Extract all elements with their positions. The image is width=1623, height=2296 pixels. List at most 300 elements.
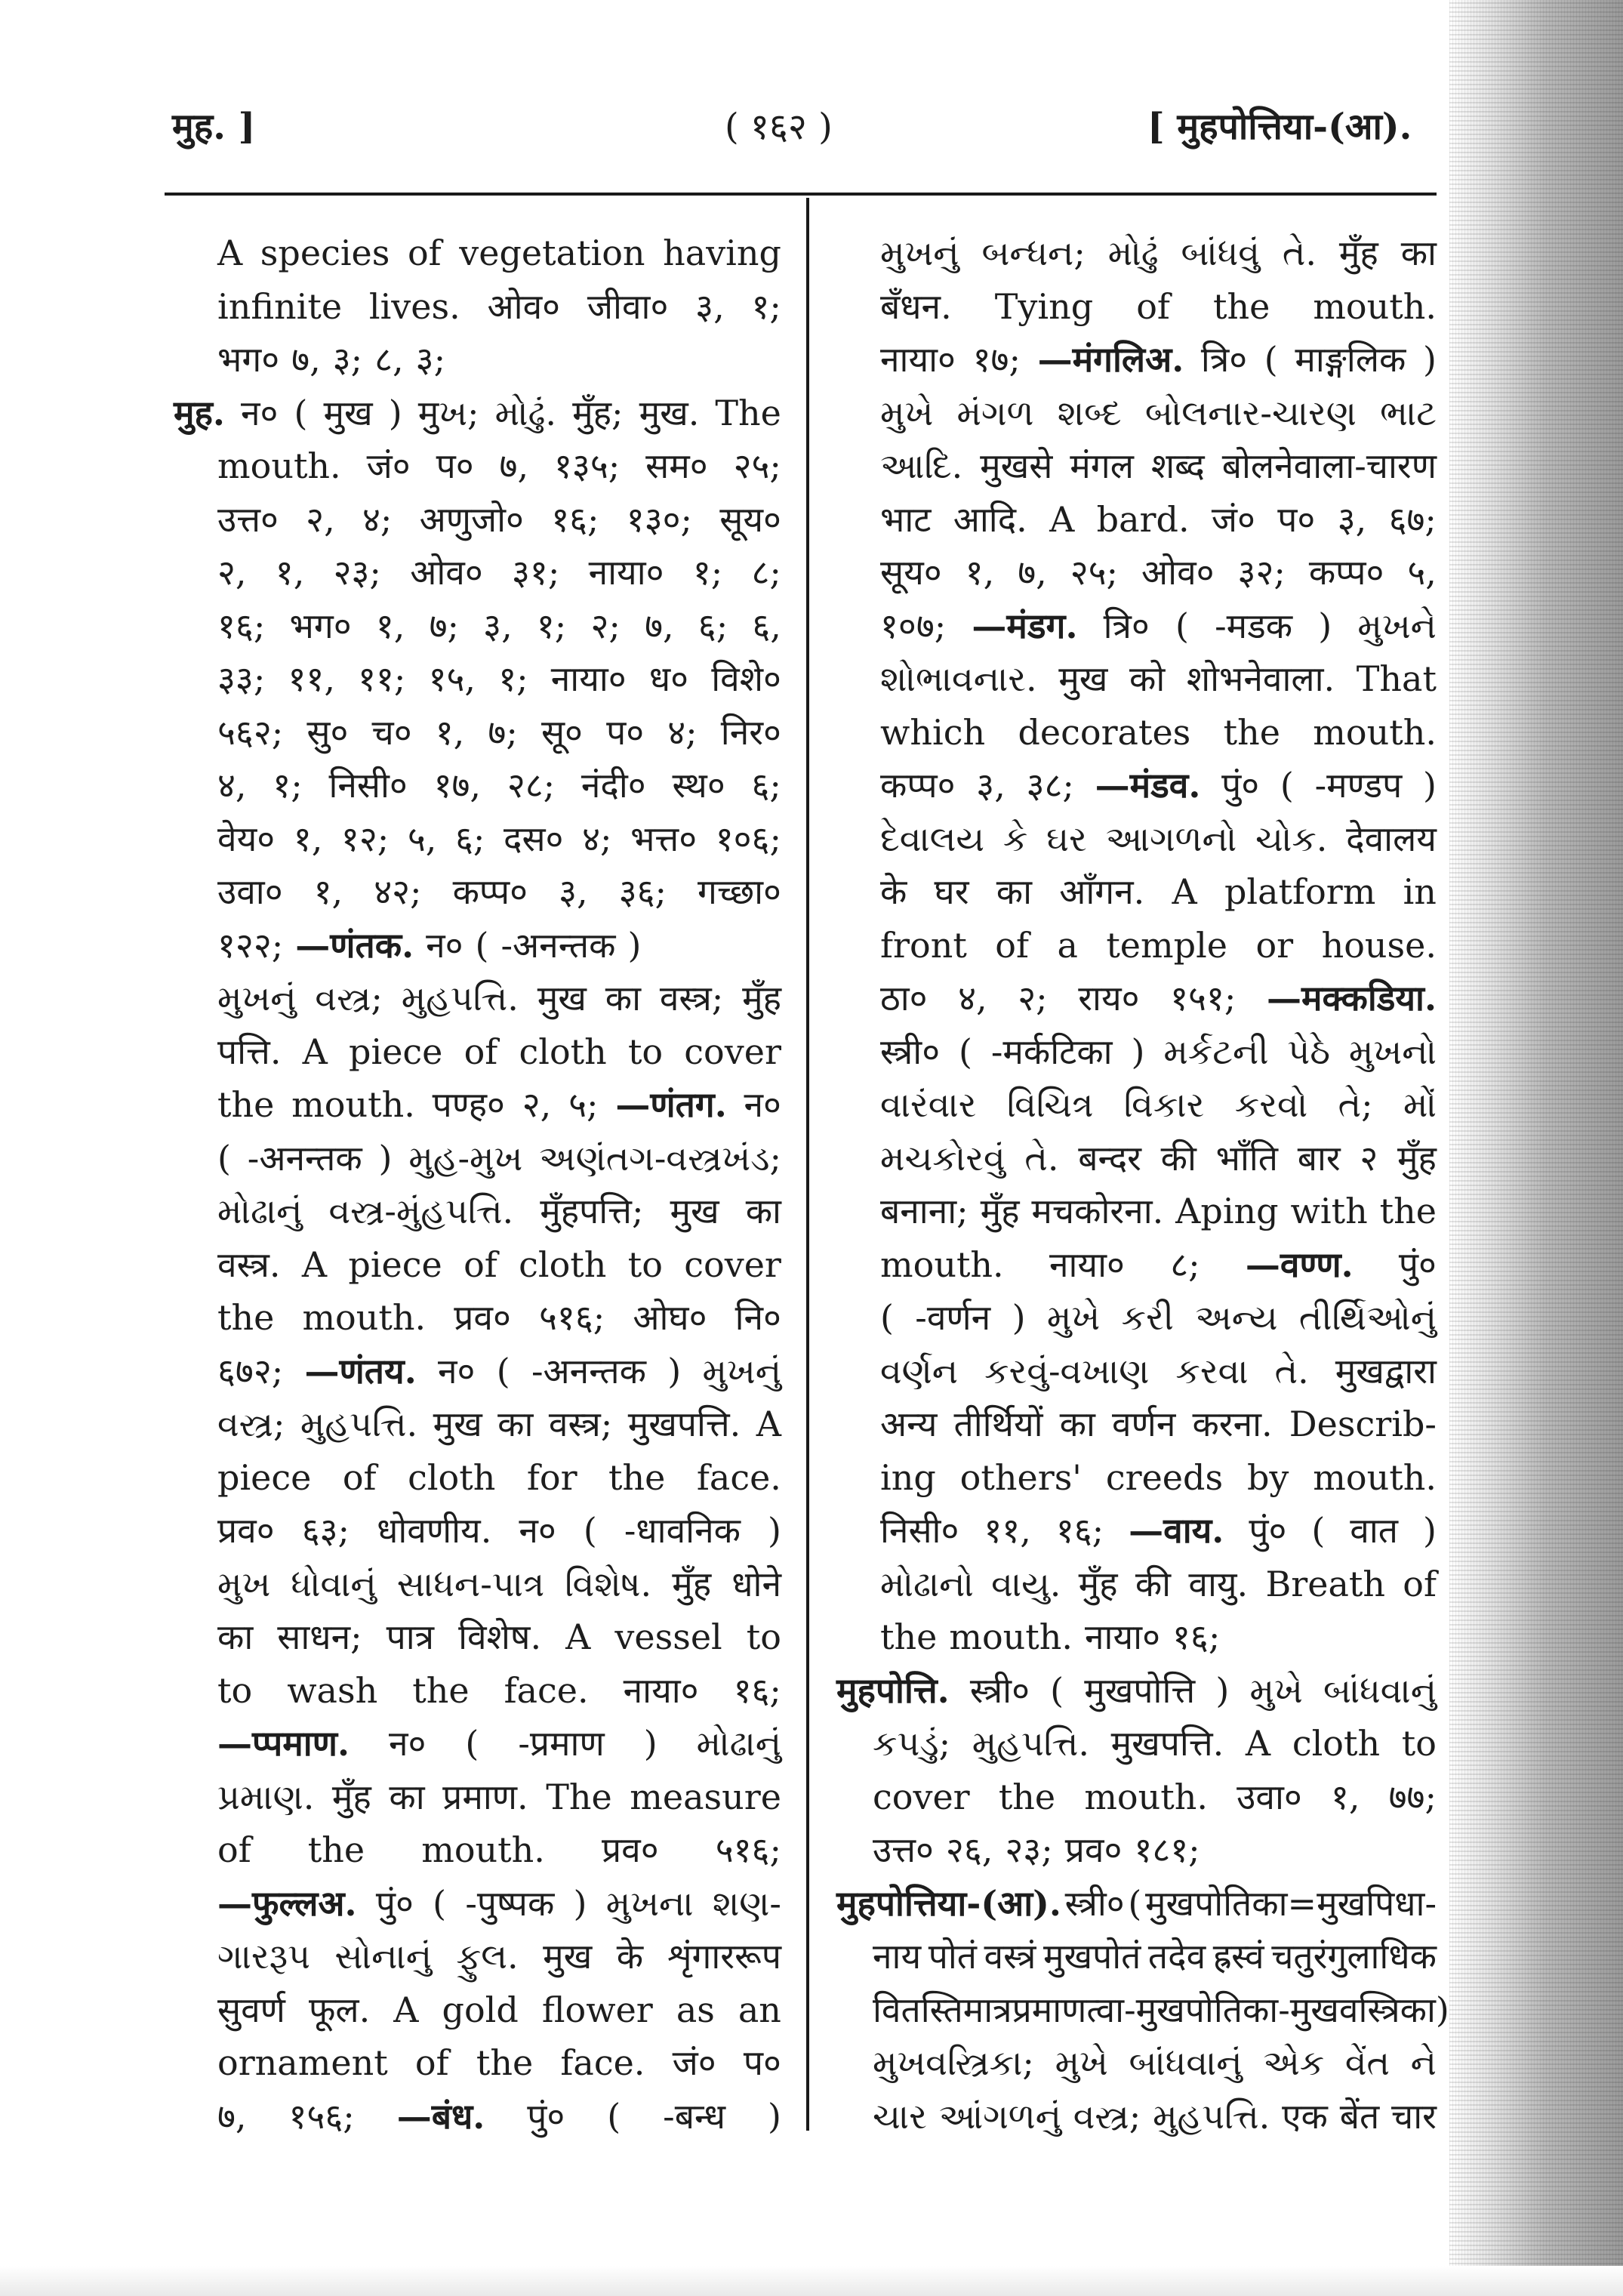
word: आदि. [953, 498, 1027, 540]
word: प्रव० [217, 1510, 275, 1551]
text-line [174, 919, 781, 972]
word: ५, [1407, 552, 1437, 593]
word: cover [684, 1244, 781, 1285]
text-line [174, 1504, 781, 1558]
word: A [756, 1404, 781, 1444]
word: of [407, 233, 442, 273]
text-line [836, 439, 1437, 493]
word: વસ્ત્ર; [1073, 2095, 1141, 2137]
word: ધોવાનું [291, 1563, 377, 1604]
word: ३; [332, 339, 363, 380]
word: the [880, 1616, 938, 1657]
word: મુખે [1055, 2042, 1108, 2083]
word: ओघ० [633, 1297, 707, 1338]
word: —प्पमाण. [217, 1723, 350, 1764]
word: ५; [568, 1084, 599, 1125]
word: ओव० [1141, 552, 1215, 593]
word: मुँह [1338, 233, 1378, 273]
word: पुं० [1249, 1510, 1287, 1551]
word: ( [294, 392, 308, 433]
word: ( [496, 1350, 510, 1391]
word: ( [1128, 1882, 1142, 1924]
word: વર્ણન [880, 1350, 959, 1391]
word: -धावनिक [624, 1510, 741, 1551]
word: ओव० [410, 552, 483, 593]
word: mouth. [880, 1244, 1004, 1285]
word: १; [751, 285, 781, 327]
word: ( [1311, 1510, 1326, 1551]
text-line [836, 1823, 1437, 1877]
text-line [174, 1451, 781, 1505]
word: वेय० [217, 818, 276, 859]
word: भाट [880, 498, 932, 540]
word: बेंत [1339, 2095, 1380, 2137]
word: ११, [288, 658, 335, 699]
word: to [1401, 1723, 1437, 1764]
dictionary-headword-line [836, 1877, 1437, 1931]
text-line [174, 972, 781, 1025]
word: A [1245, 1723, 1271, 1764]
text-line [836, 972, 1437, 1025]
word: चार [1391, 2095, 1437, 2137]
word: साधन; [277, 1616, 362, 1657]
word: face. [696, 1456, 781, 1498]
word: ८; [751, 552, 781, 593]
word: or [1255, 924, 1294, 966]
word: मुहपोत्ति. [836, 1669, 950, 1711]
word: ( [607, 2095, 621, 2137]
word: the [307, 1829, 365, 1870]
word: ७७; [1388, 1776, 1437, 1817]
word: તે; [1338, 1084, 1373, 1125]
word: face. [504, 1669, 589, 1711]
word: વસ્ત્ર; [217, 1404, 285, 1444]
word: १५१; [1170, 978, 1236, 1019]
word: भाँति [1215, 1137, 1279, 1179]
word: मुखसे [980, 445, 1053, 486]
word: વસ્ત્ર-મુંહપત્તિ. [328, 1191, 514, 1231]
text-line [836, 1771, 1437, 1824]
word: એક [1263, 2042, 1325, 2083]
text-line [174, 706, 781, 760]
word: કરવો [1234, 1084, 1308, 1125]
word: वायु. [1188, 1563, 1249, 1604]
dictionary-headword-line [836, 1664, 1437, 1718]
word: मुख [670, 1191, 719, 1231]
word: स्थ० [672, 765, 725, 806]
word: -प्रमाण [518, 1723, 605, 1764]
word: ३, [695, 285, 725, 327]
word: પેઠે [1287, 1031, 1331, 1072]
text-line [174, 1398, 781, 1451]
word: the [1223, 711, 1280, 753]
header-right-guideword: [ मुहपोत्तिया-(आ). [1147, 106, 1412, 148]
text-line [174, 2036, 781, 2090]
word: ( [475, 924, 489, 966]
word: उवा० [217, 871, 283, 912]
text-line [174, 1558, 781, 1611]
word: ) [1422, 765, 1437, 806]
word: A [1049, 498, 1075, 540]
word: कप्प० [1308, 552, 1384, 593]
word: २; [1018, 978, 1048, 1019]
word: platform [1224, 871, 1376, 912]
word: शब्द [1150, 445, 1205, 486]
text-line [174, 1345, 781, 1398]
word: मुख. [639, 392, 700, 433]
word: ६, [752, 605, 781, 646]
word: measure [630, 1776, 781, 1817]
word: मुँह [980, 1191, 1020, 1231]
word: ७, [217, 2095, 247, 2137]
word: others' [959, 1456, 1082, 1498]
word: का [1059, 1404, 1095, 1444]
word: —णंतक. [295, 924, 414, 966]
text-line [836, 1983, 1449, 2037]
word: as [676, 1989, 715, 2030]
header-rule [165, 193, 1437, 196]
word: તીર્થિઓનું [1298, 1297, 1437, 1338]
word: १०६; [715, 818, 781, 859]
text-line [174, 439, 781, 493]
word: ornament [217, 2042, 388, 2083]
text-line [174, 280, 781, 334]
word: मुख [543, 1936, 593, 1977]
text-line [174, 1771, 781, 1824]
word: ८, [374, 339, 404, 380]
word: of [414, 2042, 449, 2083]
text-line [836, 599, 1437, 653]
word: the [1379, 1191, 1437, 1231]
text-line [836, 546, 1437, 599]
word: મુખે [1249, 1669, 1303, 1711]
word: ७, [291, 339, 321, 380]
word: ફુલ. [456, 1936, 519, 1977]
word: मुखपत्ति. [627, 1404, 741, 1444]
text-line [174, 1291, 781, 1345]
word: lives. [368, 285, 460, 327]
text-line [836, 1291, 1437, 1345]
text-line [836, 1451, 1437, 1505]
word: a [1057, 924, 1078, 966]
word: —णंतग. [615, 1084, 727, 1125]
word: વસ્ત્ર; [315, 978, 383, 1019]
word: च० [371, 711, 412, 753]
word: का [605, 978, 641, 1019]
word: વાયુ. [991, 1563, 1061, 1604]
word: प्रव० [601, 1829, 659, 1870]
word: —वाय. [1129, 1510, 1224, 1551]
word: का [497, 1404, 534, 1444]
word: मुખ; [417, 392, 479, 433]
word: મોઢાનું [217, 1191, 303, 1231]
word: the [217, 1084, 275, 1125]
word: चतुरंगुलाधिक [1271, 1936, 1437, 1977]
text-line [836, 1398, 1437, 1451]
word: વિચિત્ર [1006, 1084, 1094, 1125]
word: front [880, 924, 967, 966]
word: cloth [1292, 1723, 1381, 1764]
word: બોલનાર-ચારણ [1144, 392, 1357, 433]
text-line [174, 759, 781, 812]
word: ३६; [618, 871, 667, 912]
word: મોં [1403, 1084, 1437, 1125]
text-line [836, 919, 1437, 972]
word: पुं० [1398, 1244, 1437, 1285]
word: mouth. [1313, 285, 1437, 327]
word: તે. [1274, 1350, 1309, 1391]
word: ११, [984, 1510, 1031, 1551]
word: मचकोरना. [1031, 1191, 1164, 1231]
word: ) [378, 1137, 393, 1179]
column-divider [806, 198, 809, 2131]
word: भत्त० [630, 818, 698, 859]
word: ४; [667, 711, 698, 753]
word: wash [287, 1669, 378, 1711]
word: ७; [429, 605, 459, 646]
word: મોઢું [1107, 233, 1159, 273]
word: —मंडव. [1095, 765, 1201, 806]
word: निसी० [880, 1510, 959, 1551]
word: २; [590, 605, 621, 646]
word: माङ्गलिक [1295, 339, 1406, 380]
word: ५६२; [217, 711, 284, 753]
word: का [389, 1776, 425, 1817]
word: भग० [217, 339, 280, 380]
word: १३५; [553, 445, 621, 486]
word: ८; [1170, 1244, 1200, 1285]
word: ( [217, 1137, 231, 1179]
word: mouth. [949, 1616, 1073, 1657]
text-line [836, 1025, 1437, 1079]
word: of [342, 1456, 377, 1498]
word: ४; [362, 498, 393, 540]
text-line [174, 1238, 781, 1292]
text-line [836, 1930, 1437, 1983]
word: મુખનું [217, 978, 297, 1019]
text-line [836, 227, 1437, 280]
word: which [880, 711, 986, 753]
text-line [174, 1877, 781, 1931]
word: १७; [972, 339, 1021, 380]
word: १२२; [217, 924, 284, 966]
word: આંગળનું [938, 2095, 1061, 2137]
word: मुँह [1078, 1563, 1118, 1604]
word: —मक्कडिया. [1266, 978, 1437, 1019]
text-line [836, 333, 1437, 387]
word: ) [767, 1510, 781, 1551]
word: મુખે [1046, 1297, 1101, 1338]
word: મુહપત્તિ. [401, 978, 519, 1019]
word: उत्त० [217, 498, 279, 540]
text-line [174, 1610, 781, 1664]
word: मुखद्वारा [1335, 1350, 1437, 1391]
word: with [1290, 1191, 1368, 1231]
word: ३८; [1026, 765, 1074, 806]
text-line [836, 1717, 1437, 1771]
word: mouth. [1313, 711, 1437, 753]
word: मुँह [1397, 1137, 1437, 1179]
word: ५१६; [715, 1829, 781, 1870]
word: २, [217, 552, 247, 593]
word: mouth. [217, 445, 341, 486]
word: बँधन. [880, 285, 952, 327]
word: १६; [1055, 1510, 1104, 1551]
word: —बंध. [396, 2095, 485, 2137]
word: स्त्री० [1064, 1882, 1125, 1924]
word: पुं० [1221, 765, 1260, 806]
word: ११; [358, 658, 406, 699]
word: मुँहपत्ति; [540, 1191, 644, 1231]
word: The [715, 392, 781, 433]
word: प्रमाणत्वा-मुखपोतिका-मुखवस्त्रिका) [1012, 1989, 1449, 2030]
word: ध० [648, 658, 689, 699]
word: नाय [873, 1936, 922, 1977]
text-line [836, 280, 1437, 334]
word: धोवणीय. [377, 1510, 492, 1551]
word: સોનાનું [334, 1936, 432, 1977]
text-line [836, 1610, 1437, 1664]
text-line [174, 1185, 781, 1238]
word: મુખનો [1348, 1031, 1437, 1072]
word: —मंडग. [972, 605, 1078, 646]
word: वस्त्र; [548, 1404, 613, 1444]
word: मुख [323, 392, 373, 433]
word: the [608, 1456, 666, 1498]
text-line [174, 227, 781, 280]
word: २५; [1070, 552, 1119, 593]
word: पण्ह० [432, 1084, 505, 1125]
word: the [998, 1776, 1056, 1817]
word: प० [436, 445, 474, 486]
word: ing [880, 1456, 936, 1498]
text-line [174, 1132, 781, 1185]
word: १; [692, 552, 723, 593]
text-line [174, 812, 781, 866]
word: का [1400, 233, 1437, 273]
word: having [663, 233, 781, 273]
word: अणुजो० [419, 498, 524, 540]
word: ( [583, 1510, 597, 1551]
word: बन्दर [1078, 1137, 1141, 1179]
word: १५६; [288, 2095, 355, 2137]
word: गच्छा० [698, 871, 781, 912]
word: વિશેષ. [565, 1563, 652, 1604]
word: ઘર [1046, 818, 1087, 859]
word: mouth. [1084, 1776, 1208, 1817]
word: to [746, 1616, 781, 1657]
word: —णंतय. [304, 1350, 417, 1391]
word: પ્રમાણ. [217, 1776, 315, 1817]
word: -अनन्तक [247, 1137, 362, 1179]
word: मुख [1058, 658, 1108, 699]
word: न० [519, 1510, 556, 1551]
word: for [526, 1456, 577, 1498]
word: ६३; [301, 1510, 350, 1551]
text-line [836, 865, 1437, 919]
word: મુખવસ્ત્રિકા; [873, 2042, 1034, 2083]
word: तदेव [1147, 1936, 1206, 1977]
word: બાંધવાનું [1129, 2042, 1243, 2083]
word: -मर्कटिका [990, 1031, 1113, 1072]
word: के [880, 871, 907, 912]
text-line [174, 1664, 781, 1718]
word: બાંધવું [1181, 233, 1260, 273]
word: १५, [428, 658, 476, 699]
word: ચોક. [1255, 818, 1328, 859]
word: राय० [1078, 978, 1140, 1019]
word: भग० [289, 605, 352, 646]
word: to [627, 1031, 664, 1072]
word: २, [306, 498, 335, 540]
word: कप्प० [880, 765, 956, 806]
word: न० [438, 1350, 476, 1391]
word: ३, [483, 605, 513, 646]
text-line [836, 1238, 1437, 1292]
word: १२; [340, 818, 390, 859]
word: ( [1050, 1669, 1064, 1711]
word: प० [743, 2042, 781, 2083]
word: Tying [994, 285, 1094, 327]
word: અન્ય [1195, 1297, 1278, 1338]
text-line [174, 1025, 781, 1079]
word: -मडक [1215, 605, 1293, 646]
word: धोने [731, 1563, 781, 1604]
text-line [174, 2090, 781, 2143]
word: के [616, 1936, 644, 1977]
word: मुँह [742, 978, 781, 1019]
word: A [393, 1989, 419, 2030]
word: મંગળ [956, 392, 1034, 433]
word: તે. [1024, 1137, 1059, 1179]
word: उवा० [1236, 1776, 1302, 1817]
word: ) [388, 392, 402, 433]
word: A [217, 233, 243, 273]
word: ( [1175, 605, 1189, 646]
word: का [217, 1616, 254, 1657]
word: मुख [433, 1404, 482, 1444]
word: temple [1106, 924, 1228, 966]
word: १, [1330, 1776, 1360, 1817]
word: an [738, 1989, 781, 2030]
word: १; [498, 658, 528, 699]
word: मुखपत्ति. [1110, 1723, 1224, 1764]
word: vegetation [459, 233, 645, 273]
word: of [1403, 1563, 1437, 1604]
word: विशेष. [458, 1616, 542, 1657]
word: of [995, 924, 1029, 966]
word: मुखपोतं [1042, 1936, 1141, 1977]
word: ६; [698, 605, 728, 646]
text-line [836, 1132, 1437, 1185]
word: १, [313, 871, 343, 912]
word: करना. [1192, 1404, 1273, 1444]
word: का [996, 871, 1033, 912]
text-line [174, 1717, 781, 1771]
word: पत्ति. [217, 1031, 282, 1072]
word: -वर्णन [915, 1297, 991, 1338]
word: વેંત [1344, 2042, 1390, 2083]
word: निसी० [328, 765, 408, 806]
word: पात्र [386, 1616, 435, 1657]
word: वस्त्रं [984, 1936, 1036, 1977]
word: મુખને [1357, 605, 1437, 646]
word: creeds [1105, 1456, 1224, 1498]
word: मुख [537, 978, 587, 1019]
word: जं० [366, 445, 411, 486]
word: of [463, 1031, 498, 1072]
word: મચકોરવું [880, 1137, 1006, 1179]
